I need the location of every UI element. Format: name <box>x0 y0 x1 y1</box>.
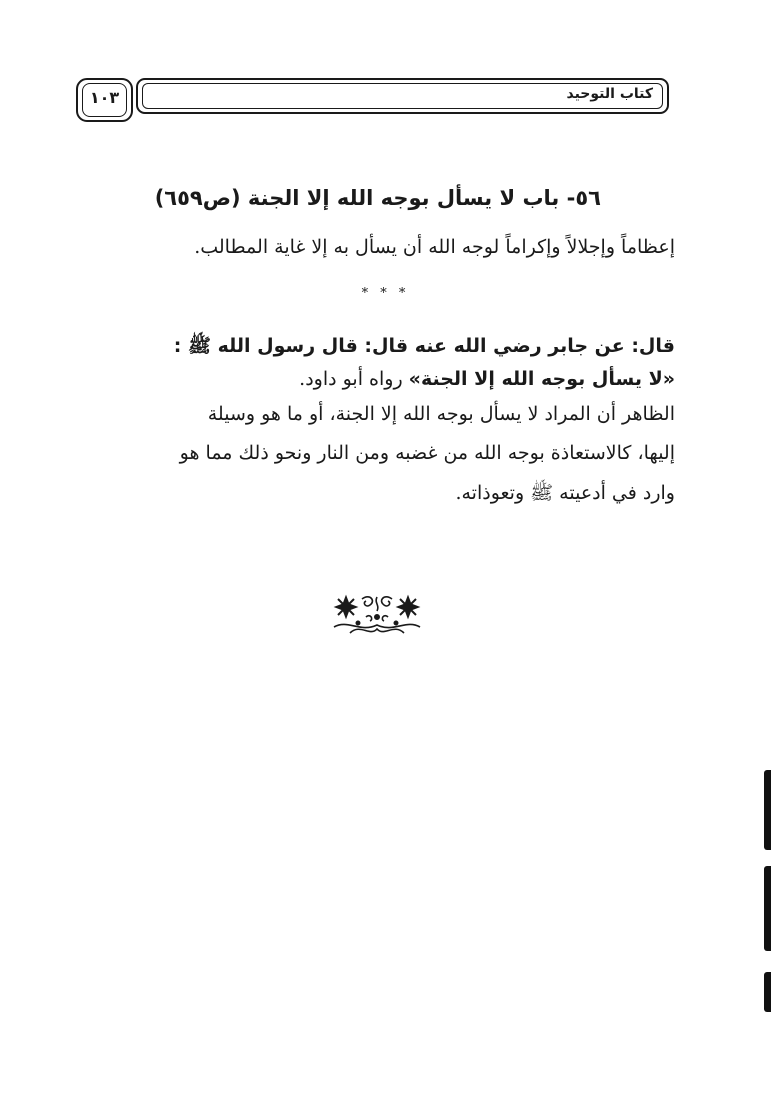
hadith-quote: «لا يسأل بوجه الله إلا الجنة» <box>408 368 675 390</box>
book-title: كتاب التوحيد <box>566 86 653 102</box>
floral-ornament-icon <box>330 593 424 637</box>
scan-edge-mark <box>764 866 771 951</box>
scan-edge-mark <box>764 770 771 850</box>
hadith-line-1: قال: عن جابر رضي الله عنه قال: قال رسول الله ﷺ : <box>173 335 675 357</box>
section-separator: * * * <box>361 286 410 301</box>
commentary-line-2: إليها، كالاستعاذة بوجه الله من غضبه ومن النار ونحو ذلك مما هو <box>179 442 675 464</box>
running-header-frame <box>136 78 669 114</box>
hadith-line-2 <box>299 368 675 390</box>
hadith-source: رواه أبو داود. <box>299 368 409 390</box>
commentary-line-3: وارد في أدعيته ﷺ وتعوذاته. <box>455 482 675 504</box>
page-number: ١٠٣ <box>89 88 120 107</box>
chapter-heading: ٥٦- باب لا يسأل بوجه الله إلا الجنة (ص٦٥٩) <box>154 186 601 210</box>
commentary-line-1: الظاهر أن المراد لا يسأل بوجه الله إلا الجنة، أو ما هو وسيلة <box>207 403 675 425</box>
intro-line-1: إعظاماً وإجلالاً وإكراماً لوجه الله أن يسأل به إلا غاية المطالب. <box>194 236 675 258</box>
page-number-frame <box>76 78 133 122</box>
scan-edge-mark <box>764 972 771 1012</box>
